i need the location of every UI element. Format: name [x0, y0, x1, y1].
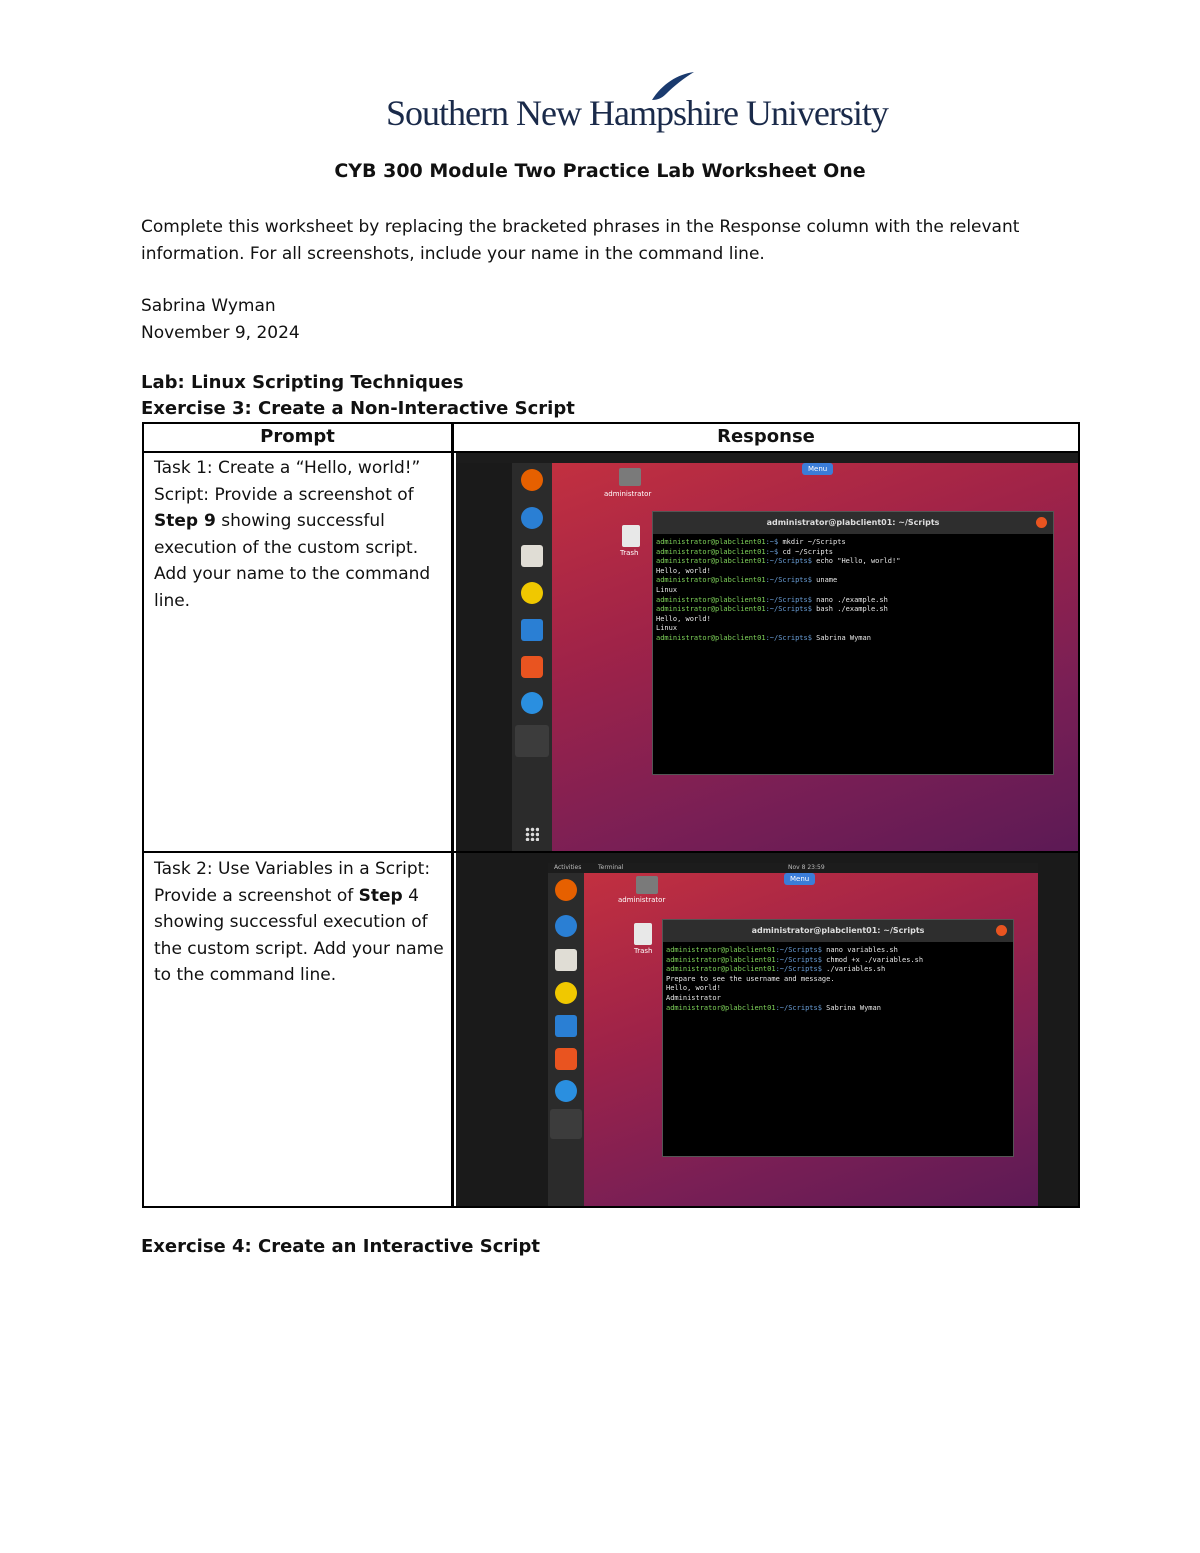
desktop [552, 463, 1078, 851]
writer-icon[interactable] [555, 1015, 577, 1037]
terminal-text: nano variables.sh [826, 946, 898, 954]
home-folder-icon[interactable] [619, 468, 641, 486]
task-2-prompt [154, 856, 444, 989]
close-icon[interactable] [996, 925, 1007, 936]
logo-text: Southern New Hampshire University [386, 93, 888, 133]
terminal-text: cd ~/Scripts [782, 547, 834, 556]
terminal-line [656, 548, 900, 558]
task-1-step: Step 9 [154, 511, 216, 532]
response-column-header: Response [717, 426, 815, 447]
terminal-line [666, 956, 923, 966]
terminal-prompt: administrator@plabclient01 [656, 557, 766, 566]
terminal-line [656, 567, 900, 577]
terminal-icon[interactable] [550, 1109, 582, 1139]
terminal-line [666, 965, 923, 975]
terminal-text: chmod +x ./variables.sh [826, 955, 924, 964]
menu-button[interactable]: Menu [802, 463, 833, 475]
terminal-line [656, 615, 900, 625]
terminal-prompt: administrator@plabclient01 [666, 955, 776, 964]
terminal-line [656, 576, 900, 586]
terminal-prompt: administrator@plabclient01 [666, 946, 776, 954]
terminal-path: :~/Scripts$ [765, 633, 817, 642]
trash-icon[interactable] [634, 923, 652, 945]
terminal-line [656, 634, 900, 644]
home-folder-icon[interactable] [636, 876, 658, 894]
dock [548, 873, 584, 1206]
terminal-prompt: administrator@plabclient01 [656, 595, 766, 604]
terminal-line [666, 994, 923, 1004]
home-label: administrator [618, 896, 666, 904]
clock[interactable]: Nov 8 23:59 [788, 864, 825, 871]
rhythmbox-icon[interactable] [521, 582, 543, 604]
terminal-path: :~/Scripts$ [775, 955, 827, 964]
terminal-titlebar: administrator@plabclient01: ~/Scripts [653, 512, 1053, 534]
app-grid-icon[interactable] [525, 827, 539, 841]
terminal-line [656, 586, 900, 596]
instructions: Complete this worksheet by replacing the bracketed phrases in the Response column with the relevant information. For all screenshots, include your name in the command line. [141, 217, 1020, 264]
software-icon[interactable] [521, 656, 543, 678]
gnome-top-bar [548, 863, 1038, 873]
author-block [141, 293, 300, 347]
terminal-prompt: administrator@plabclient01 [656, 605, 766, 614]
exercise-3-title: Exercise 3: Create a Non-Interactive Script [141, 398, 575, 419]
dock [512, 463, 552, 851]
terminal-text: Hello, world! [656, 566, 711, 575]
terminal-prompt: administrator@plabclient01 [656, 538, 766, 546]
task-1-prompt [154, 455, 444, 615]
terminal-text: ./variables.sh [826, 965, 886, 974]
task-2-text-b: 4 showing successful execution of the custom script. Add your name to the command line. [154, 885, 444, 986]
terminal-text: nano ./example.sh [816, 595, 888, 604]
terminal-text: Sabrina Wyman [816, 633, 871, 642]
document-title: CYB 300 Module Two Practice Lab Worksheet One [334, 160, 866, 182]
desktop [584, 873, 1038, 1206]
author-date: November 9, 2024 [141, 323, 300, 343]
terminal-path: :~/Scripts$ [775, 946, 827, 954]
terminal-window[interactable] [662, 919, 1014, 1157]
terminal-window[interactable] [652, 511, 1054, 775]
software-icon[interactable] [555, 1048, 577, 1070]
close-icon[interactable] [1036, 517, 1047, 528]
files-icon[interactable] [555, 949, 577, 971]
thunderbird-icon[interactable] [555, 915, 577, 937]
terminal-titlebar: administrator@plabclient01: ~/Scripts [663, 920, 1013, 942]
terminal-text: Prepare to see the username and message. [666, 974, 835, 983]
terminal-path: :~/Scripts$ [765, 557, 817, 566]
author-name: Sabrina Wyman [141, 296, 276, 316]
home-label: administrator [604, 490, 652, 498]
terminal-output [656, 538, 900, 644]
activities-button[interactable]: Activities [554, 864, 582, 871]
terminal-text: Linux [656, 624, 678, 633]
terminal-text: Administrator [666, 993, 721, 1002]
trash-label: Trash [634, 947, 653, 955]
terminal-text: Linux [656, 585, 678, 594]
university-logo [386, 70, 888, 140]
terminal-line [666, 946, 923, 956]
terminal-text: echo "Hello, world!" [816, 557, 901, 566]
terminal-line [656, 624, 900, 634]
terminal-line [666, 975, 923, 985]
task-1-text-a: Task 1: Create a “Hello, world!” Script: Provide a screenshot of [154, 458, 421, 505]
firefox-icon[interactable] [521, 469, 543, 491]
task-2-step: Step [358, 885, 403, 906]
terminal-icon[interactable] [515, 725, 549, 757]
terminal-text: Hello, world! [666, 984, 721, 993]
terminal-path: :~/Scripts$ [775, 965, 827, 974]
terminal-line [656, 538, 900, 548]
terminal-text: Sabrina Wyman [826, 1003, 881, 1012]
terminal-text: uname [816, 576, 838, 585]
terminal-prompt: administrator@plabclient01 [666, 965, 776, 974]
terminal-text: mkdir ~/Scripts [782, 538, 846, 546]
terminal-prompt: administrator@plabclient01 [666, 1003, 776, 1012]
screenshot-task-2 [456, 853, 1078, 1206]
thunderbird-icon[interactable] [521, 507, 543, 529]
screenshot-task-1 [456, 453, 1078, 851]
terminal-line [656, 557, 900, 567]
terminal-text: bash ./example.sh [816, 605, 888, 614]
terminal-line [656, 596, 900, 606]
worksheet-table [142, 422, 1080, 1208]
terminal-path: :~/Scripts$ [765, 605, 817, 614]
rhythmbox-icon[interactable] [555, 982, 577, 1004]
terminal-prompt: administrator@plabclient01 [656, 547, 766, 556]
help-icon[interactable] [555, 1080, 577, 1102]
task-1-text-b: showing successful execution of the custom script. Add your name to the command line. [154, 511, 431, 611]
exercise-4-title: Exercise 4: Create an Interactive Script [141, 1236, 540, 1257]
terminal-line [666, 984, 923, 994]
trash-label: Trash [620, 549, 639, 557]
terminal-path: :~$ [765, 538, 783, 546]
help-icon[interactable] [521, 692, 543, 714]
terminal-path: :~/Scripts$ [765, 595, 817, 604]
trash-icon[interactable] [622, 525, 640, 547]
quill-logo-icon [648, 70, 698, 104]
terminal-output [666, 946, 923, 1013]
app-menu[interactable]: Terminal [598, 864, 624, 871]
terminal-path: :~/Scripts$ [775, 1003, 827, 1012]
terminal-prompt: administrator@plabclient01 [656, 576, 766, 585]
terminal-text: Hello, world! [656, 614, 711, 623]
terminal-prompt: administrator@plabclient01 [656, 633, 766, 642]
column-divider [451, 424, 454, 1206]
menu-button[interactable]: Menu [784, 873, 815, 885]
terminal-path: :~/Scripts$ [765, 576, 817, 585]
writer-icon[interactable] [521, 619, 543, 641]
terminal-line [656, 605, 900, 615]
terminal-line [666, 1004, 923, 1014]
prompt-column-header: Prompt [260, 426, 335, 447]
firefox-icon[interactable] [555, 879, 577, 901]
files-icon[interactable] [521, 545, 543, 567]
terminal-path: :~$ [765, 547, 783, 556]
task-2-text-a: Task 2: Use Variables in a Script: Provide a screenshot of [154, 859, 431, 906]
lab-title: Lab: Linux Scripting Techniques [141, 372, 464, 393]
gnome-top-bar [456, 453, 1078, 463]
